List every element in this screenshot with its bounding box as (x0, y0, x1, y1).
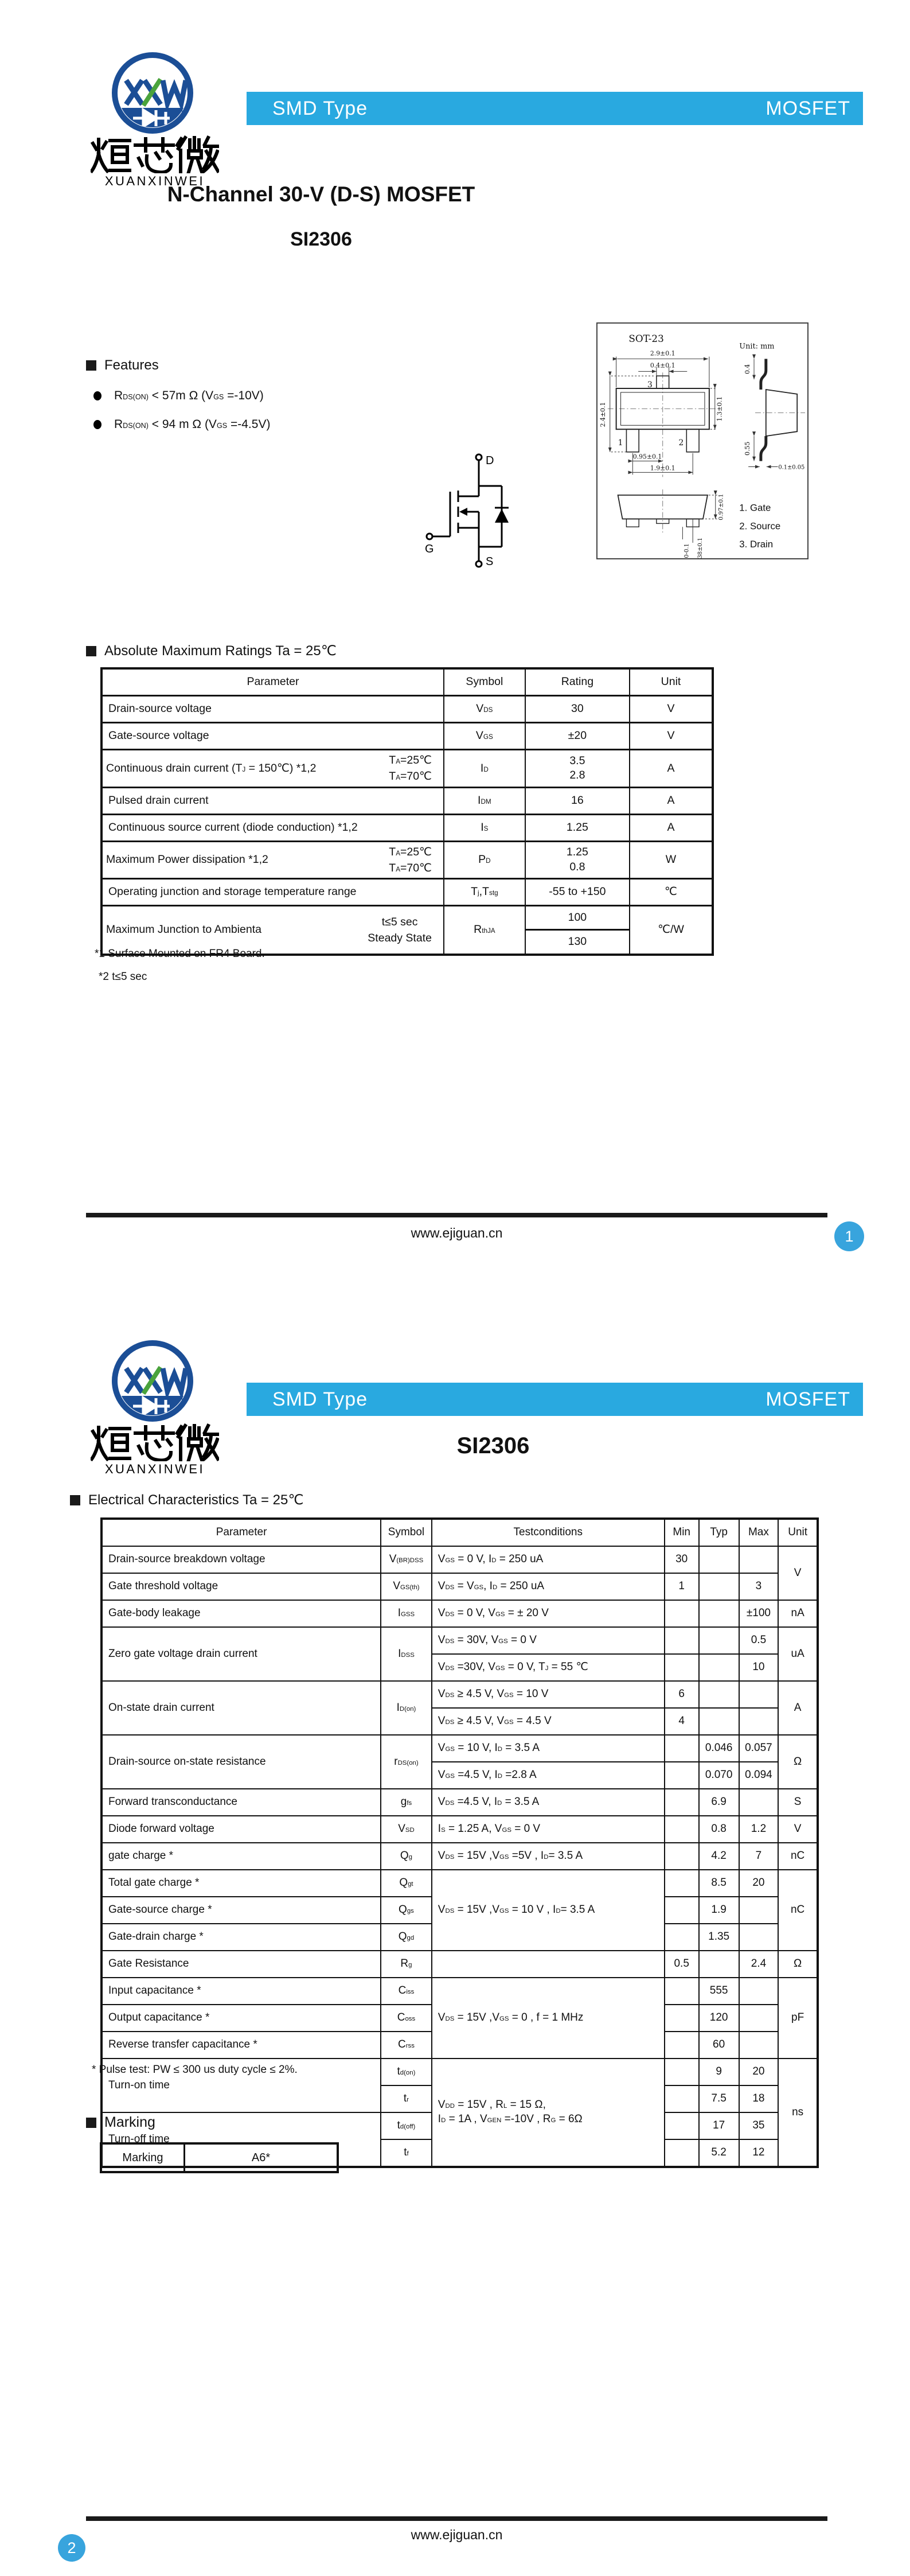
dim-top-width: 2.9±0.1 (650, 349, 675, 357)
table-cell: 1.25 (525, 814, 630, 841)
table-cell: 30 (665, 1546, 699, 1573)
table-cell: Crss (381, 2032, 432, 2059)
table-cell: W (630, 841, 713, 879)
table-cell: tf (381, 2139, 432, 2167)
dim-body-thickness: 0.97±0.1 (718, 493, 725, 520)
column-header-cell: Testconditions (432, 1519, 665, 1546)
table-cell: VDS = 15V ,VGS = 0 , f = 1 MHz (432, 1978, 665, 2059)
table-cell: 0.5 (665, 1951, 699, 1978)
table-cell: VDS ≥ 4.5 V, VGS = 10 V (432, 1681, 665, 1708)
table-cell: ±20 (525, 723, 630, 750)
table-cell: 16 (525, 787, 630, 814)
table-cell: A (630, 750, 713, 788)
brand-chinese-name (91, 1423, 219, 1461)
pin-legend-gate: 1. Gate (739, 502, 771, 513)
table-cell: 7.5 (699, 2085, 739, 2112)
header-banner (247, 1383, 863, 1416)
table-cell: V (778, 1816, 818, 1843)
brand-chinese-name (91, 135, 219, 173)
table-cell: S (778, 1789, 818, 1816)
table-cell: 555 (699, 1978, 739, 2005)
page-number-badge: 2 (58, 2534, 85, 2562)
footer-divider (86, 1213, 827, 1217)
table-cell: 1.25 0.8 (525, 841, 630, 879)
column-header-cell: Typ (699, 1519, 739, 1546)
table-cell (665, 2139, 699, 2167)
table-cell (665, 1978, 699, 2005)
table-cell: 100 130 (525, 906, 630, 955)
table-cell: 0.057 (739, 1735, 779, 1762)
table-cell (699, 1573, 739, 1600)
table-cell: Input capacitance * (101, 1978, 381, 2005)
table-cell (739, 1708, 779, 1735)
banner-left-label: SMD Type (272, 1388, 368, 1410)
table-cell: IS (444, 814, 525, 841)
table-cell: Qgs (381, 1897, 432, 1924)
table-cell (699, 1627, 739, 1654)
table-cell: Qg (381, 1843, 432, 1870)
table-cell (739, 1681, 779, 1708)
table-cell (699, 1654, 739, 1681)
table-cell: 5.2 (699, 2139, 739, 2167)
brand-mark-icon (110, 1338, 195, 1423)
section-bullet (86, 2118, 96, 2128)
table-cell: ±100 (739, 1600, 779, 1627)
section-elec-label: Electrical Characteristics Ta = 25℃ (88, 1492, 304, 1508)
section-bullet (86, 360, 96, 371)
package-outline-drawing (596, 322, 809, 559)
table-cell: PD (444, 841, 525, 879)
table-cell: 60 (699, 2032, 739, 2059)
table-cell (665, 1897, 699, 1924)
table-cell: Continuous drain current (TJ = 150℃) *1,2 TA=25℃ TA=70℃ (101, 750, 444, 788)
table-cell: 1 (665, 1573, 699, 1600)
dim-pitch: 1.9±0.1 (650, 464, 675, 472)
footnote-2: *2 t≤5 sec (99, 971, 147, 983)
table-cell (699, 1546, 739, 1573)
table-cell: pF (778, 1978, 818, 2059)
column-header-cell: Rating (525, 668, 630, 696)
table-cell: Rg (381, 1951, 432, 1978)
table-cell: Diode forward voltage (101, 1816, 381, 1843)
bullet-icon (93, 420, 101, 429)
table-cell (739, 1546, 779, 1573)
table-cell: -55 to +150 (525, 879, 630, 906)
table-cell: Operating junction and storage temperature range (101, 879, 444, 906)
table-cell: rDS(on) (381, 1735, 432, 1789)
table-cell: 6 (665, 1681, 699, 1708)
table-cell: Gate-body leakage (101, 1600, 381, 1627)
table-cell: td(on) (381, 2059, 432, 2085)
table-cell (699, 1951, 739, 1978)
pin1-number: 1 (618, 438, 623, 448)
table-cell (739, 2032, 779, 2059)
footnote-1: *1 Surface Mounted on FR4 Board. (95, 948, 265, 960)
footer-url: www.ejiguan.cn (411, 1225, 503, 1240)
footer-url: www.ejiguan.cn (411, 2527, 503, 2542)
table-cell: Drain-source breakdown voltage (101, 1546, 381, 1573)
dim-lead-thickness: 0.1±0.05 (778, 464, 805, 471)
pulse-test-note: * Pulse test: PW ≤ 300 us duty cycle ≤ 2%. (92, 2064, 298, 2076)
table-cell: On-state drain current (101, 1681, 381, 1735)
table-cell: VDS ≥ 4.5 V, VGS = 4.5 V (432, 1708, 665, 1735)
table-cell: A (778, 1681, 818, 1735)
table-cell: A (630, 814, 713, 841)
table-cell: VGS (444, 723, 525, 750)
table-cell: uA (778, 1627, 818, 1681)
table-cell: IDSS (381, 1627, 432, 1681)
table-cell: IS = 1.25 A, VGS = 0 V (432, 1816, 665, 1843)
table-cell: VDS =30V, VGS = 0 V, TJ = 55 ℃ (432, 1654, 665, 1681)
table-cell: VDS = 0 V, VGS = ± 20 V (432, 1600, 665, 1627)
marking-label-cell: Marking (101, 2143, 185, 2172)
table-cell: 1.2 (739, 1816, 779, 1843)
table-cell (665, 1816, 699, 1843)
table-cell (665, 1924, 699, 1951)
table-cell: nA (778, 1600, 818, 1627)
table-cell: VDS = VGS, ID = 250 uA (432, 1573, 665, 1600)
table-cell (432, 1951, 665, 1978)
part-number: SI2306 (290, 228, 352, 250)
marking-value-cell: A6* (185, 2143, 338, 2172)
table-cell: Drain-source voltage (101, 696, 444, 723)
table-cell (739, 2005, 779, 2032)
table-cell (665, 1762, 699, 1789)
absolute-maximum-ratings-table (100, 667, 714, 956)
column-header-cell: Unit (630, 668, 713, 696)
table-cell: gate charge * (101, 1843, 381, 1870)
banner-right-label: MOSFET (766, 1388, 850, 1410)
table-cell: 0.070 (699, 1762, 739, 1789)
banner-right-label: MOSFET (766, 97, 850, 119)
table-cell (699, 1600, 739, 1627)
column-header-cell: Parameter (101, 668, 444, 696)
table-cell: RthJA (444, 906, 525, 955)
feature-text: RDS(ON) < 94 m Ω (VGS =-4.5V) (114, 418, 271, 431)
table-cell: 20 (739, 2059, 779, 2085)
datasheet-page-2 (0, 1288, 910, 2576)
table-cell: tr (381, 2085, 432, 2112)
table-cell: 3 (739, 1573, 779, 1600)
feature-item (93, 418, 270, 431)
pin2-number: 2 (678, 438, 684, 448)
table-cell (739, 1924, 779, 1951)
table-cell: nC (778, 1843, 818, 1870)
column-header-cell: Min (665, 1519, 699, 1546)
table-cell: VDS = 15V ,VGS =5V , ID= 3.5 A (432, 1843, 665, 1870)
page-title: N-Channel 30-V (D-S) MOSFET (167, 182, 475, 206)
table-cell: 4.2 (699, 1843, 739, 1870)
table-cell: A (630, 787, 713, 814)
section-features (86, 357, 159, 373)
feature-text: RDS(ON) < 57m Ω (VGS =-10V) (114, 389, 264, 402)
table-cell (665, 1654, 699, 1681)
table-cell: 2.4 (739, 1951, 779, 1978)
table-cell: 12 (739, 2139, 779, 2167)
symbol-gate-label: G (425, 543, 434, 555)
table-cell: Qgt (381, 1870, 432, 1897)
pin-legend-drain: 3. Drain (739, 538, 774, 550)
page-number-badge: 1 (834, 1221, 864, 1251)
table-cell: V(BR)DSS (381, 1546, 432, 1573)
table-cell: Maximum Power dissipation *1,2 TA=25℃ TA=70℃ (101, 841, 444, 879)
table-cell: 10 (739, 1654, 779, 1681)
dim-pitch-half: 0.95±0.1 (632, 453, 662, 461)
table-cell: V (778, 1546, 818, 1600)
section-bullet (86, 646, 96, 656)
table-cell: 7 (739, 1843, 779, 1870)
table-cell: ℃ (630, 879, 713, 906)
table-cell: ℃/W (630, 906, 713, 955)
table-cell (665, 2032, 699, 2059)
dim-lead-foot: 0.38±0.1 (697, 537, 704, 558)
table-cell: 6.9 (699, 1789, 739, 1816)
table-cell: 17 (699, 2112, 739, 2139)
table-cell: Output capacitance * (101, 2005, 381, 2032)
table-cell (665, 1789, 699, 1816)
table-cell: 4 (665, 1708, 699, 1735)
banner-left-label: SMD Type (272, 97, 368, 119)
table-cell: IDM (444, 787, 525, 814)
bullet-icon (93, 391, 101, 400)
table-cell: VGS =4.5 V, ID =2.8 A (432, 1762, 665, 1789)
section-marking-label: Marking (104, 2114, 155, 2130)
table-cell: nC (778, 1870, 818, 1951)
table-cell: Tj,Tstg (444, 879, 525, 906)
marking-table (100, 2142, 339, 2173)
part-number: SI2306 (456, 1433, 530, 1458)
table-cell: Drain-source on-state resistance (101, 1735, 381, 1789)
table-cell: Maximum Junction to Ambienta t≤5 sec Steady State (101, 906, 444, 955)
section-abs-max-label: Absolute Maximum Ratings Ta = 25℃ (104, 643, 337, 659)
table-cell: VDS = 30V, VGS = 0 V (432, 1627, 665, 1654)
table-cell (665, 1870, 699, 1897)
brand-latin-name: XUANXINWEI (104, 1462, 205, 1476)
brand-latin-name: XUANXINWEI (104, 174, 205, 188)
pin3-number: 3 (647, 380, 653, 390)
table-cell: gfs (381, 1789, 432, 1816)
table-cell (665, 1600, 699, 1627)
table-cell (665, 1735, 699, 1762)
table-cell: 3.5 2.8 (525, 750, 630, 788)
table-cell: Reverse transfer capacitance * (101, 2032, 381, 2059)
section-features-label: Features (104, 357, 159, 373)
table-cell: VSD (381, 1816, 432, 1843)
table-cell: VDS (444, 696, 525, 723)
section-bullet (70, 1495, 80, 1505)
table-cell: 9 (699, 2059, 739, 2085)
table-cell: 20 (739, 1870, 779, 1897)
table-cell: VDD = 15V , RL = 15 Ω, ID = 1A , VGEN =-10V , RG = 6Ω (432, 2059, 665, 2167)
table-cell: Pulsed drain current (101, 787, 444, 814)
table-cell: Gate-source voltage (101, 723, 444, 750)
dim-lead-width: 0.4±0.1 (650, 361, 675, 369)
drawing-unit: Unit: mm (739, 342, 775, 351)
section-electrical-characteristics (70, 1492, 303, 1508)
symbol-drain-label: D (486, 454, 494, 467)
dim-total-height: 2.4±0.1 (599, 402, 607, 427)
table-cell: 1.9 (699, 1897, 739, 1924)
table-cell: 30 (525, 696, 630, 723)
column-header-cell: Parameter (101, 1519, 381, 1546)
table-cell: Gate-drain charge * (101, 1924, 381, 1951)
table-cell: 0.5 (739, 1627, 779, 1654)
table-cell: Zero gate voltage drain current (101, 1627, 381, 1681)
table-cell (699, 1708, 739, 1735)
package-name: SOT-23 (628, 332, 664, 344)
table-cell: 35 (739, 2112, 779, 2139)
column-header-cell: Symbol (444, 668, 525, 696)
dim-standoff: 0-0.1 (684, 543, 690, 558)
table-cell: VGS = 0 V, ID = 250 uA (432, 1546, 665, 1573)
table-cell: 18 (739, 2085, 779, 2112)
table-cell: 120 (699, 2005, 739, 2032)
table-cell: 0.094 (739, 1762, 779, 1789)
table-cell: Turn-off time (101, 2112, 381, 2167)
brand-mark-icon (110, 50, 195, 135)
table-cell: Turn-on time (101, 2059, 381, 2112)
table-cell: VDS = 15V ,VGS = 10 V , ID= 3.5 A (432, 1870, 665, 1951)
table-cell: Coss (381, 2005, 432, 2032)
table-cell: VDS =4.5 V, ID = 3.5 A (432, 1789, 665, 1816)
table-cell (739, 1789, 779, 1816)
table-cell: Gate-source charge * (101, 1897, 381, 1924)
table-cell (665, 1627, 699, 1654)
table-cell (665, 2112, 699, 2139)
table-cell: Forward transconductance (101, 1789, 381, 1816)
footer-divider (86, 2516, 827, 2521)
table-cell: Gate threshold voltage (101, 1573, 381, 1600)
table-cell: ID(on) (381, 1681, 432, 1735)
table-cell: Continuous source current (diode conduction) *1,2 (101, 814, 444, 841)
column-header-cell: Symbol (381, 1519, 432, 1546)
section-marking (86, 2114, 155, 2131)
table-cell: 0.8 (699, 1816, 739, 1843)
table-cell (739, 1897, 779, 1924)
table-cell: Ω (778, 1735, 818, 1789)
pin-legend-source: 2. Source (739, 520, 781, 532)
dim-body-height: 1.3±0.1 (716, 396, 724, 422)
table-cell: 8.5 (699, 1870, 739, 1897)
section-absolute-maximum-ratings (86, 643, 337, 659)
table-cell: V (630, 723, 713, 750)
table-cell: ns (778, 2059, 818, 2167)
table-cell (665, 2059, 699, 2085)
table-cell: ID (444, 750, 525, 788)
feature-item (93, 389, 264, 403)
table-cell: Total gate charge * (101, 1870, 381, 1897)
table-cell: IGSS (381, 1600, 432, 1627)
dim-lead-top: 0.4 (744, 364, 752, 375)
table-cell: 1.35 (699, 1924, 739, 1951)
table-cell: Ciss (381, 1978, 432, 2005)
column-header-cell: Unit (778, 1519, 818, 1546)
table-cell (739, 1978, 779, 2005)
table-cell: Gate Resistance (101, 1951, 381, 1978)
table-cell: VGS = 10 V, ID = 3.5 A (432, 1735, 665, 1762)
table-cell: td(off) (381, 2112, 432, 2139)
dim-lead-bottom: 0.55 (744, 441, 752, 456)
table-cell (665, 2005, 699, 2032)
table-cell (665, 2085, 699, 2112)
table-cell: V (630, 696, 713, 723)
column-header-cell: Max (739, 1519, 779, 1546)
table-cell (699, 1681, 739, 1708)
table-cell (665, 1843, 699, 1870)
table-cell: 0.046 (699, 1735, 739, 1762)
table-cell: VGS(th) (381, 1573, 432, 1600)
table-cell: Ω (778, 1951, 818, 1978)
table-cell: Qgd (381, 1924, 432, 1951)
header-banner (247, 92, 863, 125)
mosfet-symbol (421, 450, 528, 574)
symbol-source-label: S (486, 555, 494, 568)
